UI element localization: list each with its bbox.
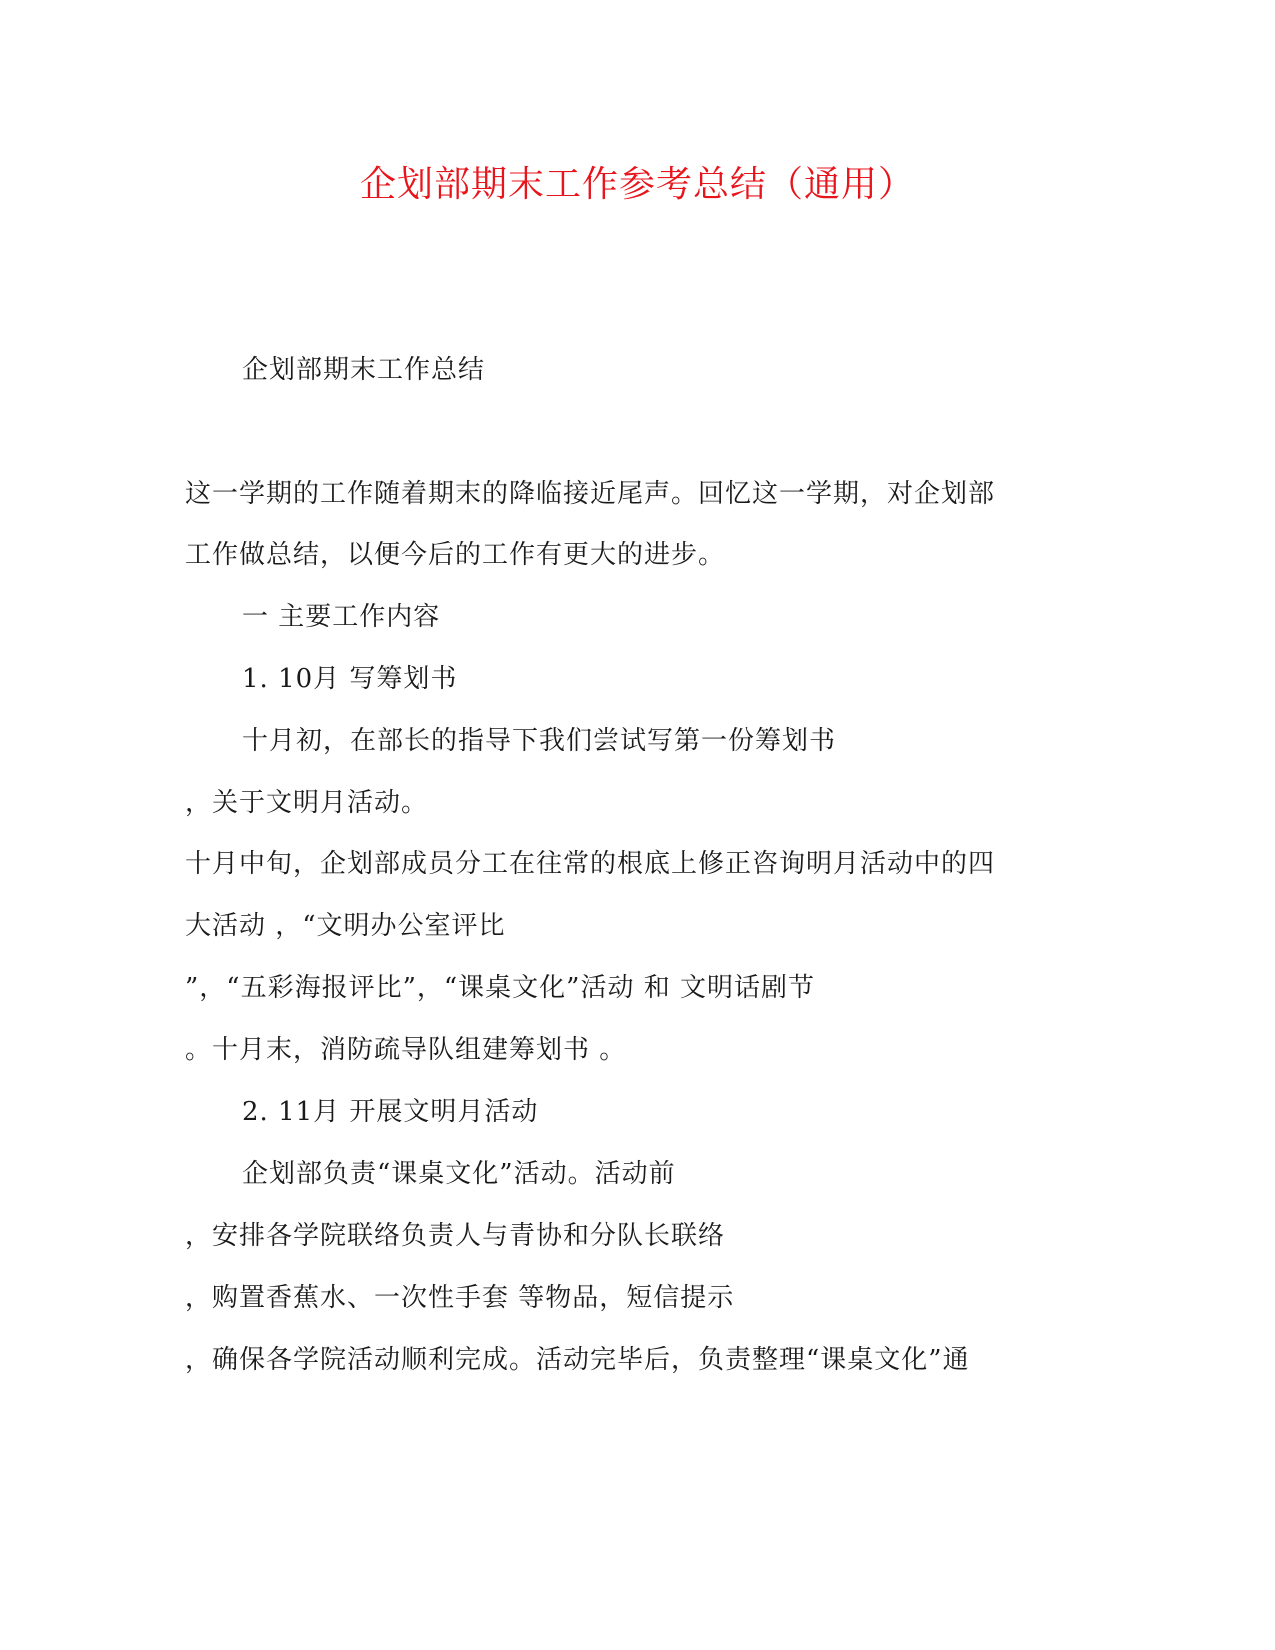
paragraph-line: 十月初，在部长的指导下我们尝试写第一份筹划书 <box>242 726 837 756</box>
paragraph-line: ，关于文明月活动。 <box>185 788 429 818</box>
paragraph-line: 这一学期的工作随着期末的降临接近尾声。回忆这一学期，对企划部 <box>185 479 996 509</box>
paragraph-line: 十月中旬，企划部成员分工在往常的根底上修正咨询明月活动中的四 <box>185 849 996 879</box>
paragraph-line: ，购置香蕉水、一次性手套 等物品，短信提示 <box>185 1283 735 1313</box>
paragraph-line: 企划部负责“课桌文化”活动。活动前 <box>242 1159 676 1189</box>
list-item-heading: 1. 10月 写筹划书 <box>242 664 458 694</box>
paragraph-line: 工作做总结，以便今后的工作有更大的进步。 <box>185 540 726 570</box>
paragraph-line: ，确保各学院活动顺利完成。活动完毕后，负责整理“课桌文化”通 <box>185 1345 970 1375</box>
paragraph-line: ，安排各学院联络负责人与青协和分队长联络 <box>185 1221 726 1251</box>
paragraph-line: 大活动 ，“文明办公室评比 <box>185 911 506 941</box>
list-item-heading: 2. 11月 开展文明月活动 <box>242 1097 539 1127</box>
paragraph-line: 。十月末，消防疏导队组建筹划书 。 <box>185 1035 627 1065</box>
document-title: 企划部期末工作参考总结（通用） <box>359 164 915 205</box>
section-heading: 一 主要工作内容 <box>242 602 441 632</box>
document-subtitle: 企划部期末工作总结 <box>242 355 486 385</box>
paragraph-line: ”，“五彩海报评比”，“课桌文化”活动 和 文明话剧节 <box>185 973 815 1003</box>
